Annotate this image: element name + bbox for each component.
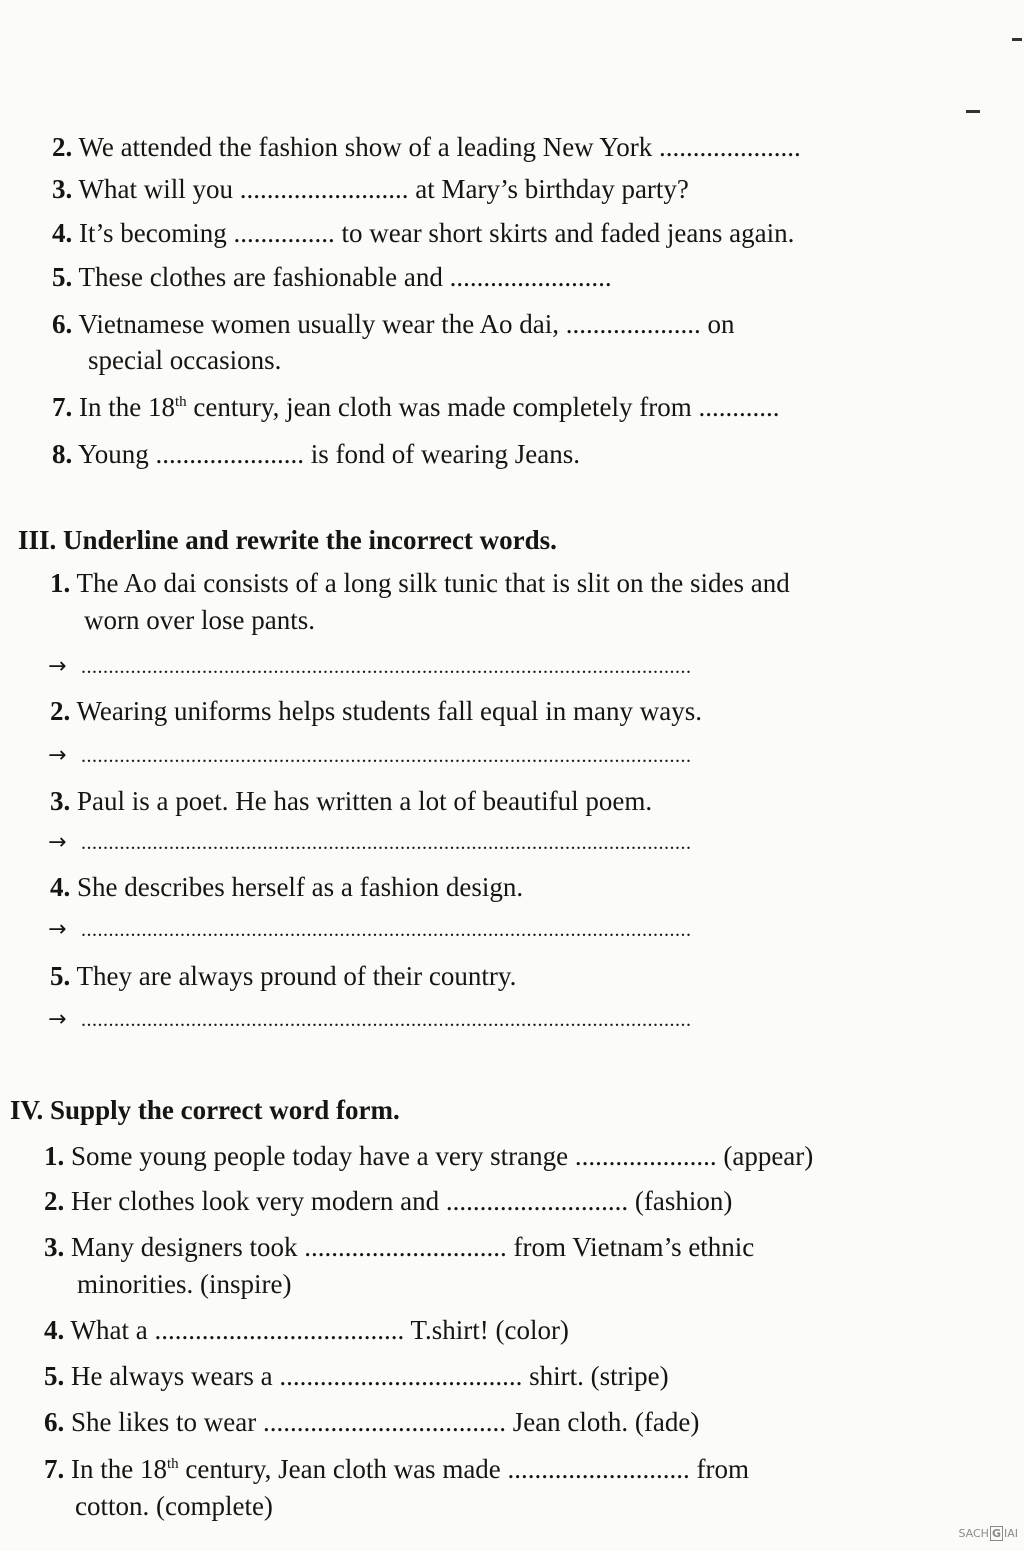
s3-answer-4[interactable]: → ............................................................................................................... bbox=[48, 917, 692, 942]
section-3-title: III. Underline and rewrite the incorrect words. bbox=[18, 525, 557, 555]
watermark-logo: SACH G IAI bbox=[958, 1527, 1018, 1540]
s2-item-2: 2. We attended the fashion show of a leading New York ..................... bbox=[52, 132, 801, 162]
s3-item-3: 3. Paul is a poet. He has written a lot of beautiful poem. bbox=[50, 786, 653, 816]
s4-item-2: 2. Her clothes look very modern and ........................... (fashion) bbox=[44, 1186, 733, 1216]
s4-item-7-cont: cotton. (complete) bbox=[75, 1491, 273, 1521]
s3-item-5: 5. They are always pround of their country. bbox=[50, 961, 517, 991]
s3-answer-1[interactable]: → ............................................................................................................... bbox=[48, 654, 692, 679]
s4-item-5: 5. He always wears a .................................... shirt. (stripe) bbox=[44, 1361, 669, 1391]
scan-mark bbox=[1012, 38, 1022, 41]
s2-item-4: 4. It’s becoming ............... to wear short skirts and faded jeans again. bbox=[52, 218, 795, 248]
s3-item-2: 2. Wearing uniforms helps students fall equal in many ways. bbox=[50, 696, 702, 726]
s3-item-1: 1. The Ao dai consists of a long silk tunic that is slit on the sides and bbox=[50, 568, 790, 598]
s3-item-1-cont: worn over lose pants. bbox=[84, 605, 315, 635]
s3-answer-3[interactable]: → ............................................................................................................... bbox=[48, 830, 692, 855]
s2-item-6-cont: special occasions. bbox=[88, 345, 282, 375]
s2-item-3: 3. What will you ......................... at Mary’s birthday party? bbox=[52, 174, 689, 204]
s2-item-5: 5. These clothes are fashionable and ........................ bbox=[52, 262, 612, 292]
s2-item-8: 8. Young ...................... is fond of wearing Jeans. bbox=[52, 439, 580, 469]
s4-item-1: 1. Some young people today have a very strange ..................... (appear) bbox=[44, 1141, 814, 1171]
s2-item-7: 7. In the 18th century, jean cloth was made completely from ............ bbox=[52, 392, 780, 422]
s4-item-6: 6. She likes to wear .................................... Jean cloth. (fade) bbox=[44, 1407, 700, 1437]
s3-answer-2[interactable]: → ............................................................................................................... bbox=[48, 743, 692, 768]
s4-item-3: 3. Many designers took .............................. from Vietnam’s ethnic bbox=[44, 1232, 755, 1262]
s4-item-3-cont: minorities. (inspire) bbox=[77, 1269, 292, 1299]
s3-item-4: 4. She describes herself as a fashion design. bbox=[50, 872, 524, 902]
arrow-icon: → bbox=[48, 830, 67, 855]
s2-item-6: 6. Vietnamese women usually wear the Ao dai, .................... on bbox=[52, 309, 735, 339]
s3-answer-5[interactable]: → ............................................................................................................... bbox=[48, 1007, 692, 1032]
scan-mark bbox=[966, 110, 980, 113]
arrow-icon: → bbox=[48, 1007, 67, 1032]
s4-item-4: 4. What a ..................................... T.shirt! (color) bbox=[44, 1315, 569, 1345]
arrow-icon: → bbox=[48, 654, 67, 679]
arrow-icon: → bbox=[48, 743, 67, 768]
section-4-title: IV. Supply the correct word form. bbox=[10, 1095, 400, 1125]
arrow-icon: → bbox=[48, 917, 67, 942]
s4-item-7: 7. In the 18th century, Jean cloth was made ........................... from bbox=[44, 1454, 750, 1484]
